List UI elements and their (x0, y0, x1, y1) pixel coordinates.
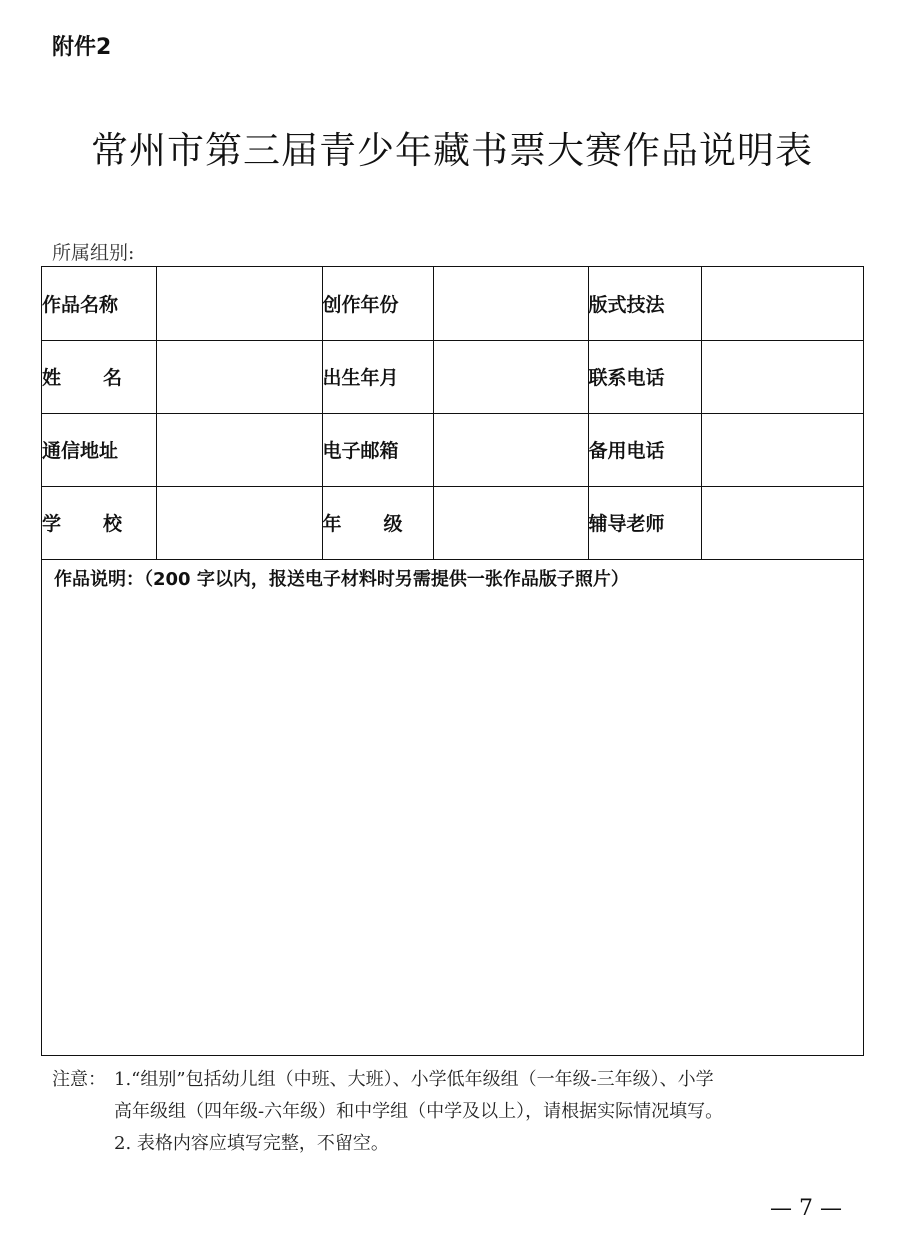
field-label (588, 340, 701, 413)
field-label (42, 267, 156, 340)
form-row (42, 267, 863, 340)
field-label (322, 267, 433, 340)
field-label-text: 电子邮箱 (322, 440, 399, 462)
field-input[interactable] (701, 340, 863, 413)
page-title: 常州市第三届青少年藏书票大赛作品说明表 (91, 129, 813, 172)
note-item-1-continued: 高年级组（四年级-六年级）和中学组（中学及以上），请根据实际情况填写。 (114, 1101, 724, 1122)
notes-prefix: 注意： (52, 1069, 106, 1090)
field-label-text: 通信地址 (42, 440, 119, 462)
field-input[interactable] (433, 486, 588, 559)
entry-form (41, 266, 864, 1056)
info-table (42, 267, 863, 560)
note-item-1: 1.“组别”包括幼儿组（中班、大班）、小学低年级组（一年级-三年级）、小学 (114, 1069, 714, 1090)
field-label-text: 年级 (322, 513, 403, 535)
field-label-text: 姓名 (42, 367, 122, 389)
notes (52, 1064, 862, 1160)
attachment-label: 附件2 (52, 35, 112, 60)
field-input[interactable] (433, 340, 588, 413)
field-input[interactable] (156, 267, 322, 340)
note-item-2: 2. 表格内容应填写完整，不留空。 (114, 1133, 389, 1154)
field-label-text: 辅导老师 (588, 513, 665, 535)
description-label: 作品说明：（200 字以内，报送电子材料时另需提供一张作品版子照片） (54, 568, 629, 590)
field-label-text: 版式技法 (588, 293, 665, 316)
field-input[interactable] (701, 267, 863, 340)
field-input[interactable] (701, 413, 863, 486)
group-label: 所属组别: (52, 242, 135, 264)
field-input[interactable] (701, 486, 863, 559)
field-label-text: 出生年月 (322, 367, 399, 389)
field-label (322, 340, 433, 413)
description-field[interactable] (42, 563, 863, 1055)
field-label (588, 413, 701, 486)
field-input[interactable] (156, 340, 322, 413)
page-number: — 7 — (770, 1196, 842, 1221)
form-row (42, 486, 863, 559)
field-label (42, 340, 156, 413)
field-label-text: 联系电话 (588, 367, 665, 389)
field-label-text: 备用电话 (588, 440, 665, 462)
field-input[interactable] (433, 413, 588, 486)
field-label (588, 267, 701, 340)
form-row (42, 340, 863, 413)
field-label (588, 486, 701, 559)
form-row (42, 413, 863, 486)
field-label-text: 作品名称 (42, 293, 119, 316)
field-label (322, 413, 433, 486)
field-label-text: 学校 (42, 513, 122, 535)
field-label (322, 486, 433, 559)
field-label (42, 413, 156, 486)
field-input[interactable] (156, 486, 322, 559)
field-label-text: 创作年份 (322, 293, 399, 316)
field-input[interactable] (433, 267, 588, 340)
field-input[interactable] (156, 413, 322, 486)
field-label (42, 486, 156, 559)
